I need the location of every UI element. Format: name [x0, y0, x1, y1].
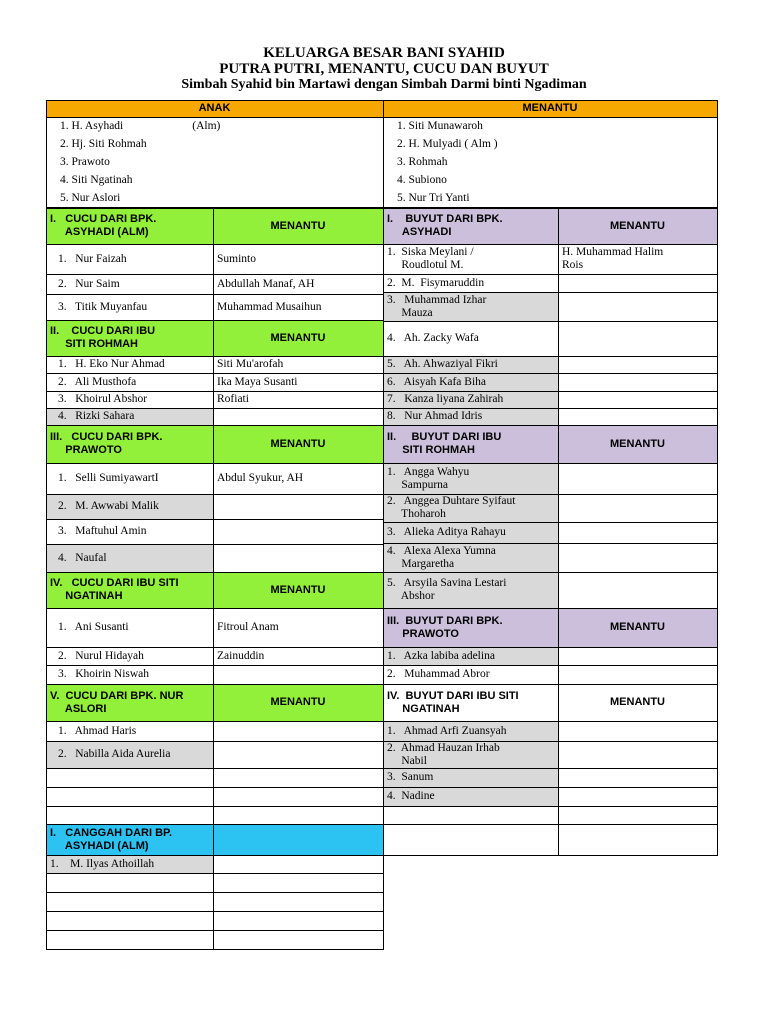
cell-pad — [46, 741, 54, 768]
grid-line — [46, 463, 384, 464]
cucu-group-header-text: II. CUCU DARI IBU SITI ROHMAH — [50, 325, 156, 350]
grid-line — [383, 787, 718, 788]
buyut-name — [383, 391, 558, 408]
buyut-group-header — [383, 208, 558, 244]
cucu-name-text: 2. M. Awwabi Malik — [58, 500, 159, 512]
grid-line — [46, 930, 384, 931]
buyut-name — [383, 787, 558, 806]
anak-row — [56, 189, 383, 207]
cucu-group-header-text: V. CUCU DARI BPK. NUR ASLORI — [50, 689, 184, 715]
grid-line — [46, 647, 384, 648]
grid-line — [46, 274, 384, 275]
cucu-menantu-text: Rofiati — [217, 393, 249, 405]
cucu-menantu-text: Muhammad Musaihun — [217, 300, 322, 313]
cucu-group-header — [46, 684, 213, 721]
grid-line — [46, 117, 718, 118]
buyut-group-header — [383, 425, 558, 463]
cucu-name-text: 2. Nurul Hidayah — [58, 649, 144, 662]
menantu-row — [393, 117, 717, 135]
cucu-menantu-text: Abdul Syukur, AH — [217, 472, 304, 484]
menantu-row-text: 5. Nur Tri Yanti — [397, 191, 470, 204]
title-line-2: PUTRA PUTRI, MENANTU, CUCU DAN BUYUT — [219, 61, 549, 77]
grid-line — [213, 320, 214, 426]
title-line-1: KELUARGA BESAR BANI SYAHID — [263, 45, 505, 61]
grid-line — [717, 806, 718, 856]
anak-row-text: 4. Siti Ngatinah — [60, 173, 133, 186]
buyut-name-text: 8. Nur Ahmad Idris — [387, 410, 483, 422]
cucu-menantu — [213, 494, 383, 519]
cucu-menantu — [213, 665, 383, 684]
buyut-menantu-header-text: MENANTU — [610, 219, 665, 232]
cucu-menantu — [213, 519, 383, 544]
cucu-menantu-text: Abdullah Manaf, AH — [217, 277, 315, 290]
cucu-menantu-header-text: MENANTU — [270, 331, 326, 344]
cucu-menantu — [213, 741, 383, 768]
cucu-group-header — [46, 208, 213, 244]
cucu-group-header-text: III. CUCU DARI BPK. PRAWOTO — [50, 431, 163, 456]
cucu-menantu-header — [213, 320, 383, 356]
grid-line — [383, 855, 384, 950]
buyut-menantu — [558, 741, 717, 768]
buyut-name-text: 4. Alexa Alexa Yumna Margaretha — [387, 544, 496, 570]
cell-pad — [46, 544, 54, 572]
buyut-menantu — [558, 572, 717, 608]
cucu-menantu — [213, 274, 383, 294]
buyut-group-header-text: I. BUYUT DARI BPK. ASYHADI — [387, 213, 503, 238]
buyut-menantu-header-text: MENANTU — [610, 437, 665, 450]
grid-line — [46, 824, 384, 825]
cucu-menantu-header-text: MENANTU — [270, 696, 326, 708]
buyut-group-header — [383, 608, 558, 647]
cucu-menantu-header-text: MENANTU — [270, 583, 326, 596]
grid-line — [383, 425, 718, 426]
menantu-row-text: 4. Subiono — [397, 173, 447, 186]
cucu-name — [54, 519, 213, 544]
cucu-name — [54, 408, 213, 425]
cucu-group-header-text: IV. CUCU DARI IBU SITI NGATINAH — [50, 577, 179, 602]
buyut-name-text: 3. Muhammad Izhar Mauza — [387, 293, 487, 319]
grid-line — [46, 408, 384, 409]
buyut-menantu — [558, 292, 717, 321]
grid-line — [46, 208, 384, 209]
grid-line — [46, 721, 384, 722]
grid-line — [46, 572, 47, 685]
cucu-name-text: 1. Ani Susanti — [58, 621, 129, 633]
grid-line — [213, 208, 214, 321]
cucu-menantu — [213, 408, 383, 425]
grid-line — [46, 665, 384, 666]
menantu-row-text: 3. Rohmah — [397, 155, 448, 168]
grid-line — [383, 855, 718, 856]
buyut-name-text: 2. Ahmad Hauzan Irhab Nabil — [387, 741, 500, 767]
grid-line — [46, 544, 384, 545]
grid-line — [46, 356, 384, 357]
buyut-name-text: 5. Ah. Ahwaziyal Fikri — [387, 358, 498, 370]
buyut-name — [383, 768, 558, 787]
grid-line — [383, 292, 718, 293]
cucu-name-text: 3. Khoirin Niswah — [58, 668, 150, 680]
cucu-name — [54, 294, 213, 320]
grid-line — [213, 768, 214, 825]
buyut-name — [383, 665, 558, 684]
grid-line — [383, 684, 718, 685]
cucu-name — [54, 665, 213, 684]
canggah-name-text: 1. M. Ilyas Athoillah — [50, 857, 155, 870]
anak-row — [56, 117, 383, 135]
grid-line — [46, 373, 384, 374]
buyut-menantu — [558, 494, 717, 522]
grid-line — [383, 543, 718, 544]
grid-line — [213, 824, 214, 950]
cucu-group-header-text: I. CUCU DARI BPK. ASYHADI (ALM) — [50, 213, 157, 238]
cucu-menantu-text: Ika Maya Susanti — [217, 375, 298, 388]
menantu-row-text: 2. H. Mulyadi ( Alm ) — [397, 137, 498, 150]
cucu-menantu-text: Siti Mu'arofah — [217, 358, 284, 370]
cucu-menantu — [213, 391, 383, 408]
buyut-name-text: 1. Azka labiba adelina — [387, 649, 495, 662]
cucu-group-header — [46, 425, 213, 463]
anak-row-text: 1. H. Asyhadi (Alm) — [60, 119, 221, 132]
grid-line — [46, 949, 384, 950]
cucu-name-text: 4. Naufal — [58, 551, 107, 564]
buyut-menantu — [558, 463, 717, 494]
cucu-menantu — [213, 294, 383, 320]
grid-line — [46, 684, 384, 685]
grid-line — [46, 892, 384, 893]
cucu-name — [54, 608, 213, 647]
grid-line — [383, 522, 718, 523]
buyut-name — [383, 244, 558, 274]
buyut-name-text: 1. Siska Meylani / Roudlotul M. — [387, 246, 474, 271]
cucu-menantu-header — [213, 425, 383, 463]
buyut-name — [383, 494, 558, 522]
menantu-row — [393, 189, 717, 207]
grid-line — [46, 768, 47, 825]
buyut-menantu — [558, 543, 717, 572]
grid-line — [46, 608, 384, 609]
grid-line — [717, 684, 718, 807]
buyut-menantu — [558, 356, 717, 373]
cucu-menantu — [213, 373, 383, 391]
buyut-group-header-text: II. BUYUT DARI IBU SITI ROHMAH — [387, 431, 502, 456]
buyut-name-text: 1. Angga Wahyu Sampurna — [387, 465, 470, 491]
cucu-name — [54, 356, 213, 373]
grid-line — [46, 208, 47, 321]
buyut-name — [383, 741, 558, 768]
canggah-name — [46, 855, 213, 873]
buyut-menantu — [558, 391, 717, 408]
cucu-name-text: 4. Rizki Sahara — [58, 410, 135, 422]
grid-line — [46, 391, 384, 392]
cucu-menantu-text: Fitroul Anam — [217, 621, 279, 633]
grid-line — [558, 684, 559, 807]
buyut-name-text: 2. Muhammad Abror — [387, 668, 490, 680]
grid-line — [383, 608, 384, 685]
grid-line — [383, 741, 718, 742]
buyut-name-text: 2. M. Fisymaruddin — [387, 276, 485, 289]
grid-line — [558, 806, 559, 855]
cucu-name-text: 3. Titik Muyanfau — [58, 300, 148, 313]
grid-line — [383, 494, 718, 495]
grid-line — [46, 787, 384, 788]
grid-line — [46, 684, 47, 769]
grid-line — [46, 494, 384, 495]
cell-pad — [46, 494, 54, 519]
cucu-name — [54, 244, 213, 274]
grid-line — [717, 425, 718, 609]
buyut-name-text: 5. Arsyila Savina Lestari Abshor — [387, 577, 507, 602]
cucu-menantu-header — [213, 684, 383, 721]
grid-line — [383, 321, 718, 322]
grid-line — [213, 684, 214, 769]
buyut-name — [383, 321, 558, 356]
grid-line — [46, 572, 384, 573]
cucu-name-text: 3. Maftuhul Amin — [58, 525, 147, 537]
anak-row-text: 3. Prawoto — [60, 155, 110, 168]
grid-line — [383, 463, 718, 464]
grid-line — [383, 572, 718, 573]
cucu-menantu-header — [213, 208, 383, 244]
grid-line — [46, 519, 384, 520]
anak-row-text: 2. Hj. Siti Rohmah — [60, 137, 147, 150]
cucu-menantu — [213, 244, 383, 274]
canggah-menantu — [213, 855, 383, 873]
buyut-menantu — [558, 787, 717, 806]
buyut-group-header — [383, 684, 558, 721]
grid-line — [383, 208, 718, 209]
cucu-group-header — [46, 572, 213, 608]
cucu-name — [54, 463, 213, 494]
grid-line — [383, 824, 718, 825]
buyut-menantu-header — [558, 208, 717, 244]
buyut-menantu-header-text: MENANTU — [610, 621, 665, 633]
buyut-group-header-text: III. BUYUT DARI BPK. PRAWOTO — [387, 614, 503, 640]
buyut-name — [383, 408, 558, 425]
grid-line — [383, 244, 718, 245]
anak-row — [56, 153, 383, 171]
header-menantu-text: MENANTU — [522, 102, 578, 114]
cucu-name — [54, 373, 213, 391]
grid-line — [558, 425, 559, 609]
buyut-name — [383, 463, 558, 494]
menantu-row-text: 1. Siti Munawaroh — [397, 119, 483, 132]
grid-line — [213, 572, 214, 685]
cucu-name — [54, 544, 213, 572]
grid-line — [213, 425, 214, 573]
buyut-name-text: 2. Anggea Duhtare Syifaut Thoharoh — [387, 495, 516, 520]
header-anak-text: ANAK — [198, 102, 231, 114]
buyut-name — [383, 356, 558, 373]
buyut-name-text: 3. Alieka Aditya Rahayu — [387, 526, 506, 538]
cucu-menantu — [213, 463, 383, 494]
grid-line — [383, 391, 718, 392]
anak-row — [56, 171, 383, 189]
cucu-name-text: 3. Khoirul Abshor — [58, 393, 148, 405]
grid-line — [46, 911, 384, 912]
grid-line — [383, 356, 718, 357]
buyut-name — [383, 572, 558, 608]
buyut-name-text: 3. Sanum — [387, 771, 434, 783]
grid-line — [383, 408, 718, 409]
cucu-name — [54, 721, 213, 741]
buyut-name — [383, 274, 558, 292]
cucu-menantu — [213, 544, 383, 572]
grid-line — [46, 294, 384, 295]
anak-row — [56, 135, 383, 153]
cucu-menantu-text: Suminto — [217, 252, 256, 265]
buyut-name-text: 1. Ahmad Arfi Zuansyah — [387, 724, 507, 737]
cucu-group-header — [46, 320, 213, 356]
cucu-menantu-text: Zainuddin — [217, 649, 265, 662]
cucu-name-text: 2. Ali Musthofa — [58, 375, 137, 388]
grid-line — [46, 244, 384, 245]
menantu-row — [393, 153, 717, 171]
cucu-menantu-header — [213, 572, 383, 608]
grid-line — [383, 208, 384, 426]
buyut-menantu — [558, 321, 717, 356]
cucu-menantu-header-text: MENANTU — [270, 219, 326, 232]
grid-line — [383, 425, 384, 609]
grid-line — [383, 647, 718, 648]
grid-line — [46, 100, 47, 208]
grid-line — [46, 855, 384, 856]
cucu-name — [54, 741, 213, 768]
buyut-name-text: 6. Aisyah Kafa Biha — [387, 375, 487, 388]
cucu-menantu-header-text: MENANTU — [270, 437, 326, 450]
buyut-menantu-header — [558, 608, 717, 647]
buyut-name — [383, 647, 558, 665]
grid-line — [383, 274, 718, 275]
buyut-name — [383, 543, 558, 572]
buyut-menantu — [558, 373, 717, 391]
cucu-name-text: 1. Nur Faizah — [58, 252, 127, 265]
cucu-name-text: 2. Nabilla Aida Aurelia — [58, 748, 171, 760]
buyut-name-text: 7. Kanza liyana Zahirah — [387, 393, 504, 405]
buyut-menantu — [558, 768, 717, 787]
grid-line — [46, 425, 384, 426]
grid-line — [717, 608, 718, 685]
grid-line — [46, 873, 384, 874]
buyut-menantu — [558, 721, 717, 741]
grid-line — [717, 100, 718, 208]
buyut-name — [383, 721, 558, 741]
buyut-menantu — [558, 522, 717, 543]
buyut-name — [383, 522, 558, 543]
cucu-menantu — [213, 721, 383, 741]
buyut-menantu — [558, 244, 717, 274]
grid-line — [383, 768, 718, 769]
grid-line — [46, 320, 47, 426]
grid-line — [383, 373, 718, 374]
header-anak — [46, 100, 383, 117]
cucu-menantu — [213, 608, 383, 647]
header-menantu — [383, 100, 717, 117]
grid-line — [558, 608, 559, 685]
buyut-menantu-text: H. Muhammad Halim Rois — [562, 246, 664, 271]
cucu-name — [54, 494, 213, 519]
cucu-menantu — [213, 647, 383, 665]
grid-line — [46, 425, 47, 573]
grid-line — [717, 208, 718, 426]
buyut-name-text: 4. Ah. Zacky Wafa — [387, 332, 479, 344]
buyut-menantu — [558, 647, 717, 665]
canggah-header-blank — [213, 824, 383, 855]
grid-line — [46, 100, 718, 101]
buyut-menantu — [558, 665, 717, 684]
canggah-header-text: I. CANGGAH DARI BP. ASYHADI (ALM) — [50, 826, 173, 852]
cucu-name-text: 1. Ahmad Haris — [58, 724, 137, 737]
buyut-group-header-text: IV. BUYUT DARI IBU SITI NGATINAH — [387, 689, 519, 715]
cucu-name — [54, 647, 213, 665]
title-line-3: Simbah Syahid bin Martawi dengan Simbah Darmi binti Ngadiman — [181, 77, 587, 92]
buyut-name — [383, 292, 558, 321]
buyut-menantu-header — [558, 684, 717, 721]
grid-line — [383, 665, 718, 666]
grid-line — [46, 320, 384, 321]
grid-line — [558, 208, 559, 426]
buyut-menantu — [558, 274, 717, 292]
grid-line — [46, 824, 47, 950]
menantu-row — [393, 135, 717, 153]
grid-line — [46, 806, 384, 807]
grid-line — [383, 608, 718, 609]
grid-line — [46, 768, 384, 769]
buyut-menantu-header-text: MENANTU — [610, 696, 665, 708]
menantu-row — [393, 171, 717, 189]
buyut-menantu-header — [558, 425, 717, 463]
grid-line — [383, 806, 718, 807]
grid-line — [383, 721, 718, 722]
cucu-name-text: 1. H. Eko Nur Ahmad — [58, 358, 165, 370]
buyut-menantu — [558, 408, 717, 425]
cucu-name — [54, 274, 213, 294]
grid-line — [46, 741, 384, 742]
cucu-name-text: 1. Selli SumiyawartI — [58, 472, 159, 484]
cucu-name — [54, 391, 213, 408]
anak-row-text: 5. Nur Aslori — [60, 191, 121, 204]
buyut-name-text: 4. Nadine — [387, 790, 435, 802]
cell-pad — [46, 408, 54, 425]
cucu-name-text: 2. Nur Saim — [58, 277, 120, 290]
grid-line — [383, 100, 384, 208]
cucu-menantu — [213, 356, 383, 373]
buyut-name — [383, 373, 558, 391]
canggah-header — [46, 824, 213, 855]
